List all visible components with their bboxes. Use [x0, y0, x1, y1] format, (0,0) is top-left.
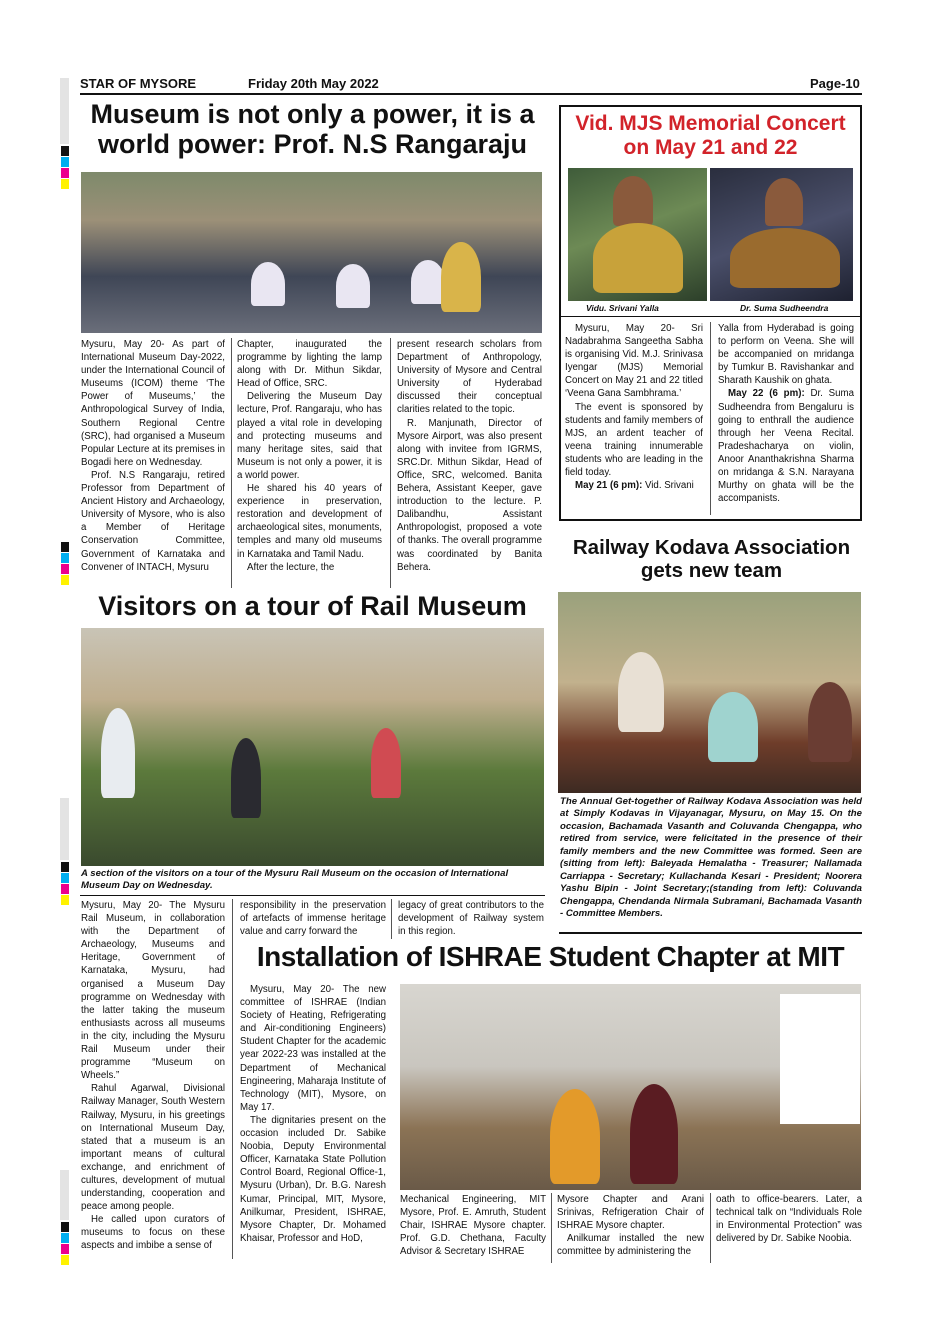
suma-sudheendra-photo — [710, 168, 853, 301]
rail-col-3 — [398, 899, 544, 938]
caption-text: (sitting from left): Baleyada Hemalatha - Treasurer; Nallamada Carriappa - Secretary; Kullachanda Kesari - President; Noorera Yashu Bipin - Joint Secretary;(standing from left): Coluvanda Chengappa, Chendanda Nirmala Subramani, Bachamada Vasanth - Committee Members. — [560, 858, 862, 920]
paragraph: Mechanical Engineering, MIT Mysore, Prof. E. Amruth, Student Chair, ISHRAE Mysore chapter. Prof. G.D. Chethana, Faculty Advisor & Secretary ISHRAE — [400, 1194, 546, 1258]
paragraph: R. Manjunath, Director of Mysore Airport, was also present along with invitee from IGRMS, SRC.Dr. Mithun Sikdar, Head of Office, SRC, welcomed. Banita Behera, Assistant Keeper, gave introduction to the lecture. P. Dalibandhu, Assistant Anthropologist, proposed a vote of thanks. The overall programme was coordinated by Banita Behera. — [397, 417, 542, 573]
paragraph: Mysuru, May 20- The new committee of ISHRAE (Indian Society of Heating, Refrigerating and Air-conditioning Engineers) Student Chapter for the academic year 2022-23 was installed at the Department of Mechanical Engineering, Maharaja Institute of Technology (MIT), Mysore, on May 17. — [240, 984, 386, 1113]
registration-mark-magenta — [61, 1244, 69, 1254]
column-rule — [232, 899, 233, 1259]
paragraph: Rahul Agarwal, Divisional Railway Manager, South Western Railway, Mysuru, in his greetings on International Museum Day, stated that a museum is an important means of cultural exchange, and enrichment of cultures, development of mutual understanding, cooperation and peace among people. — [81, 1083, 225, 1213]
paragraph: oath to office-bearers. Later, a technical talk on “Individuals Role in Environmental Protection” was delivered by Dr. Sabike Noobia. — [716, 1194, 862, 1245]
paragraph: legacy of great contributors to the development of Railway system in this region. — [398, 900, 544, 938]
paragraph: He shared his 40 years of experience in preservation, restoration and development of archaeological sites, monuments, temples and many old museums in Karnataka and Tamil Nadu. — [237, 483, 382, 560]
paragraph: After the lecture, the — [247, 561, 335, 573]
bold-lead: May 22 (6 pm): — [728, 388, 805, 400]
paragraph: The event is sponsored by students and family members of MJS, an ardent teacher of veena training innumerable students who are leading in the field today. — [565, 401, 703, 479]
concert-headline: Vid. MJS Memorial Concert on May 21 and 22 — [575, 112, 846, 159]
museum-col-3 — [397, 338, 542, 574]
kodava-group-photo — [558, 592, 861, 793]
registration-mark-magenta — [61, 168, 69, 178]
rail-caption: A section of the visitors on a tour of the Mysuru Rail Museum on the occasion of International Museum Day on Wednesday. — [81, 868, 509, 892]
paragraph: He called upon curators of museums to focus on these aspects and imbibe a sense of — [81, 1214, 225, 1252]
registration-mark-magenta — [61, 884, 69, 894]
paper-name: STAR OF MYSORE — [80, 76, 197, 91]
column-rule — [710, 1193, 711, 1263]
divider — [80, 895, 545, 896]
kodava-caption — [560, 796, 862, 921]
registration-mark-yellow — [61, 179, 69, 189]
margin-bar — [60, 798, 69, 860]
page-number: Page-10 — [810, 76, 860, 91]
rail-col-1 — [81, 899, 225, 1253]
column-rule — [551, 1193, 552, 1263]
divider — [559, 932, 862, 934]
paragraph: Chapter, inaugurated the programme by lighting the lamp along with Dr. Mithun Sikdar, Head of Office, SRC. — [237, 339, 382, 390]
museum-col-1 — [81, 338, 225, 574]
paragraph: Mysuru, May 20- Sri Nadabrahma Sangeetha Sabha is organising Vid. M.J. Srinivasa Iyengar (MJS) Memorial Concert on May 21 and 22 titled ‘Veena Gana Sambhrama.’ — [565, 323, 703, 400]
registration-mark-black — [61, 862, 69, 872]
museum-group-photo — [81, 172, 542, 333]
paragraph: responsibility in the preservation of artefacts of immense heritage value and carry forward the — [240, 900, 386, 938]
ishrae-col-2 — [400, 1193, 546, 1258]
paragraph: Dr. Suma Sudheendra from Bengaluru is going to enthrall the audience through her Veena Recital. Pradeshacharya on violin, Anoor Ananthakrishna Sharma on mridanga & S.N. Narayana Murthy on ghata will be the accompanists. — [718, 388, 854, 505]
paragraph: Anilkumar installed the new committee by administering the — [557, 1233, 704, 1258]
rail-headline: Visitors on a tour of Rail Museum — [98, 591, 527, 621]
registration-mark-cyan — [61, 157, 69, 167]
registration-mark-black — [61, 542, 69, 552]
paragraph: Delivering the Museum Day lecture, Prof. Rangaraju, who has played a vital role in developing and protecting museums and many heritage sites, said that Museum is not only a power, it is a world power. — [237, 391, 382, 481]
registration-mark-black — [61, 1222, 69, 1232]
ishrae-col-1 — [240, 983, 386, 1245]
registration-mark-yellow — [61, 895, 69, 905]
concert-col-2 — [718, 322, 854, 505]
column-rule — [390, 338, 391, 588]
paragraph: present research scholars from Department of Anthropology, University of Mysore and Central University of Hyderabad discussed their conceptual clarities related to the topic. — [397, 339, 542, 416]
ishrae-col-4 — [716, 1193, 862, 1245]
column-rule — [710, 322, 711, 515]
ishrae-group-photo — [400, 984, 861, 1190]
registration-mark-cyan — [61, 873, 69, 883]
caption-srivani: Vidu. Srivani Yalla — [586, 303, 659, 313]
header-rule — [80, 93, 862, 95]
registration-mark-black — [61, 146, 69, 156]
paragraph: Prof. N.S Rangaraju, retired Professor from Department of Ancient History and Archaeology, University of Mysore, who is also a Member of Heritage Conservation Committee, Government of Karnataka and Convener of INTACH, Mysuru — [81, 469, 225, 573]
paragraph: The dignitaries present on the occasion included Dr. Sabike Noobia, Deputy Environmental Officer, Karnataka State Pollution Control Board, Regional Office-1, Mysuru (Urban), Dr. B.G. Naresh Kumar, Principal, MIT, Mysore, Anilkumar, President, ISHRAE, Mysore Chapter, Dr. Mohamed Khaisar, Professor and HoD, — [240, 1114, 386, 1244]
rail-col-2 — [240, 899, 386, 938]
registration-mark-yellow — [61, 575, 69, 585]
issue-date: Friday 20th May 2022 — [248, 76, 379, 91]
divider — [561, 316, 860, 317]
paragraph: Mysore Chapter and Arani Srinivas, Refrigeration Chair of ISHRAE Mysore chapter. — [557, 1194, 704, 1232]
registration-mark-cyan — [61, 1233, 69, 1243]
museum-headline: Museum is not only a power, it is a world power: Prof. N.S Rangaraju — [90, 99, 535, 160]
bold-lead: May 21 (6 pm): — [575, 480, 643, 492]
registration-mark-cyan — [61, 553, 69, 563]
paragraph: Yalla from Hyderabad is going to perform on Veena. She will be accompanied on mridanga by Tumkur B. Ravishankar and Sharath Kaushik on ghata. — [718, 323, 854, 387]
kodava-headline: Railway Kodava Association gets new team — [572, 536, 851, 582]
museum-col-2 — [237, 338, 382, 574]
paragraph: Mysuru, May 20- The Mysuru Rail Museum, in collaboration with the Department of Archaeology, Museums and Heritage, Government of Karnataka, Mysuru, had organised a Museum Day programme on Wednesday with the latter taking the museum enthusiasts across all museums in the city, including the Mysuru Rail Museum under their programme “Museum on Wheels.” — [81, 900, 225, 1082]
caption-suma: Dr. Suma Sudheendra — [740, 303, 829, 313]
registration-mark-yellow — [61, 1255, 69, 1265]
column-rule — [391, 899, 392, 939]
rail-visitors-photo — [81, 628, 544, 866]
concert-col-1 — [565, 322, 703, 492]
margin-bar — [60, 78, 69, 144]
paragraph: Mysuru, May 20- As part of International Museum Day-2022, under the International Council of Museums (ICOM) theme ‘The Power of Museums,’ the Anthropological Survey of India, Southern Regional Centre (SRC), had organised a Museum Popular Lecture at its premises in Bogadi here on Wednesday. — [81, 339, 225, 468]
column-rule — [231, 338, 232, 588]
ishrae-headline: Installation of ISHRAE Student Chapter at MIT — [256, 941, 845, 972]
caption-text: The Annual Get-together of Railway Kodava Association was held at Simply Kodavas in Vijayanagar, Mysuru, on May 15. On the occasion, Bachamada Vasanth and Coluvanda Chengappa, who retired from service, were felicitated in the presence of their family members and the new Committee was formed. Seen are — [560, 796, 862, 857]
srivani-yalla-photo — [568, 168, 707, 301]
ishrae-col-3 — [557, 1193, 704, 1258]
paragraph: Vid. Srivani — [642, 480, 694, 492]
registration-mark-magenta — [61, 564, 69, 574]
margin-bar — [60, 1170, 69, 1220]
